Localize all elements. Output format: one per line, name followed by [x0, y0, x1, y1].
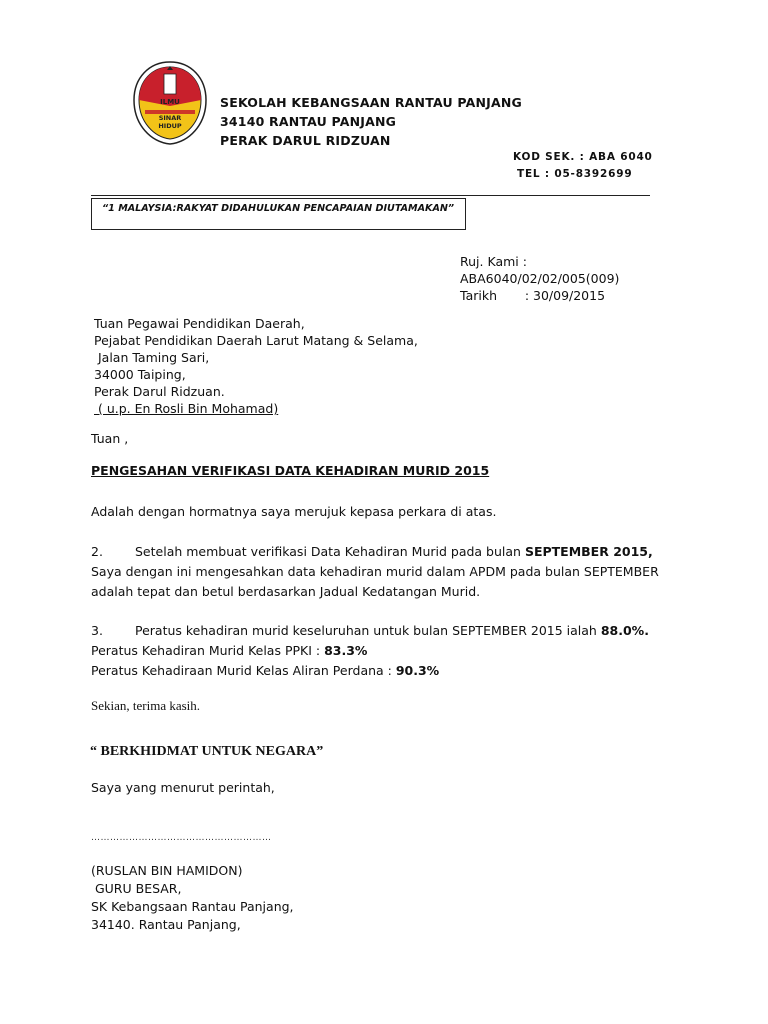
school-postcode-town: 34140 RANTAU PANJANG	[220, 114, 397, 129]
signatory-address: 34140. Rantau Panjang,	[91, 917, 241, 932]
motto: “ BERKHIDMAT UNTUK NEGARA”	[90, 744, 324, 759]
paragraph-1: Adalah dengan hormatnya saya merujuk kepasa perkara di atas.	[91, 504, 497, 519]
mainstream-label: Peratus Kehadiraan Murid Kelas Aliran Perdana :	[91, 663, 396, 678]
paragraph-2	[91, 542, 659, 602]
reference-label: Ruj. Kami :	[460, 254, 527, 269]
slogan-text: “1 MALAYSIA:RAKYAT DIDAHULUKAN PENCAPAIAN DIUTAMAKAN”	[102, 203, 455, 214]
paragraph-2-number: 2.	[91, 544, 103, 559]
recipient-address	[94, 315, 418, 417]
letter-date: Tarikh : 30/09/2015	[460, 288, 606, 303]
school-code-block	[513, 149, 653, 183]
sign-off: Saya yang menurut perintah,	[91, 780, 275, 795]
recipient-line: Pejabat Pendidikan Daerah Larut Matang & Selama,	[94, 333, 418, 348]
paragraph-2-comma: ,	[647, 544, 653, 559]
signatory-title: GURU BESAR,	[91, 881, 182, 896]
paragraph-3-text-a: Peratus kehadiran murid keseluruhan untuk bulan SEPTEMBER 2015 ialah	[135, 623, 601, 638]
paragraph-3-line-2	[91, 641, 649, 661]
school-logo	[131, 60, 209, 146]
school-state: PERAK DARUL RIDZUAN	[220, 133, 391, 148]
school-name: SEKOLAH KEBANGSAAN RANTAU PANJANG	[220, 95, 522, 110]
overall-attendance-percent: 88.0%.	[600, 623, 649, 638]
school-address-block	[220, 93, 522, 150]
recipient-line: 34000 Taiping,	[94, 367, 186, 382]
ppki-label: Peratus Kehadiran Murid Kelas PPKI :	[91, 643, 325, 658]
paragraph-3-number: 3.	[91, 623, 103, 638]
mainstream-attendance-percent: 90.3%	[395, 663, 440, 678]
signatory-name: (RUSLAN BIN HAMIDON)	[91, 863, 243, 878]
paragraph-2-text-a: Setelah membuat verifikasi Data Kehadiran Murid pada bulan	[135, 544, 525, 559]
logo-word-hidup: HIDUP	[158, 122, 182, 130]
recipient-line: Perak Darul Ridzuan.	[94, 384, 225, 399]
header-divider	[91, 195, 650, 196]
paragraph-3-line-1	[91, 621, 649, 641]
salutation: Tuan ,	[91, 431, 129, 446]
ppki-attendance-percent: 83.3%	[324, 643, 368, 658]
closing-thanks: Sekian, terima kasih.	[91, 698, 201, 713]
reference-block	[460, 253, 619, 304]
school-code: KOD SEK. : ABA 6040	[513, 151, 653, 163]
logo-word-sinar: SINAR	[158, 114, 182, 122]
paragraph-2-line-3: adalah tepat dan betul berdasarkan Jadual Kedatangan Murid.	[91, 584, 481, 599]
signature-line: …………………………………………………	[91, 833, 272, 843]
recipient-line: Jalan Taming Sari,	[94, 350, 210, 365]
signatory-block	[91, 862, 294, 934]
recipient-line: Tuan Pegawai Pendidikan Daerah,	[94, 316, 305, 331]
letter-subject: PENGESAHAN VERIFIKASI DATA KEHADIRAN MURID 2015	[91, 463, 490, 478]
paragraph-2-month: SEPTEMBER 2015	[524, 544, 648, 559]
paragraph-3-line-3	[91, 661, 649, 681]
recipient-attention-line: ( u.p. En Rosli Bin Mohamad)	[94, 401, 279, 416]
paragraph-2-line-2: Saya dengan ini mengesahkan data kehadiran murid dalam APDM pada bulan SEPTEMBER	[91, 564, 659, 579]
logo-word-ilmu: ILMU	[160, 98, 180, 106]
school-telephone: TEL : 05-8392699	[517, 168, 633, 180]
paragraph-3	[91, 621, 649, 681]
paragraph-2-line-1	[91, 542, 659, 562]
reference-number: ABA6040/02/02/005(009)	[460, 271, 620, 286]
signatory-school: SK Kebangsaan Rantau Panjang,	[91, 899, 294, 914]
